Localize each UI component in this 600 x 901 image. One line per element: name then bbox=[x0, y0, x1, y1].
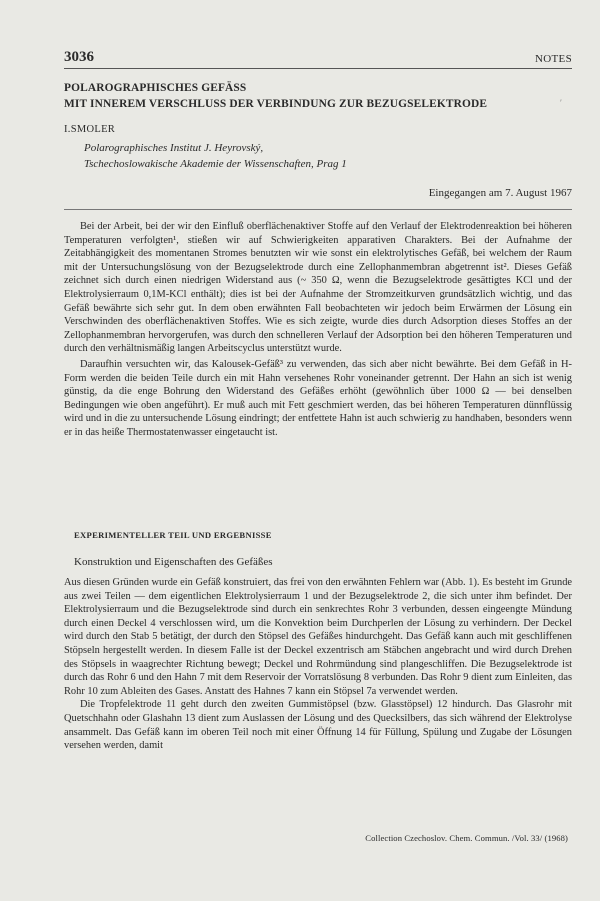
introduction bbox=[64, 220, 572, 442]
received-date: Eingegangen am 7. August 1967 bbox=[428, 187, 572, 199]
experimental-paragraph-2: Die Tropfelektrode 11 geht durch den zweiten Gummistöpsel (bzw. Glasstöpsel) 12 hindurch. Das Glasrohr mit Quetschhahn oder Glashahn 13 dient zum Auslassen der Lösung und des Quecksilbers, das sich während der Elektrolyse ansammelt. Das Gefäß kann im oberen Teil noch mit einer Öffnung 14 für Füllung, Spülung und Zugabe der Lösungen versehen werden, damit bbox=[64, 699, 572, 752]
experimental-text bbox=[64, 576, 572, 753]
article-title bbox=[64, 80, 572, 112]
author-name: I.SMOLER bbox=[64, 124, 116, 135]
affiliation-line-1: Polarographisches Institut J. Heyrovský, bbox=[84, 142, 264, 154]
affiliation bbox=[84, 140, 347, 172]
experimental-paragraph-1: Aus diesen Gründen wurde ein Gefäß konstruiert, das frei von den erwähnten Fehlern war (Abb. 1). Es besteht im Grunde aus zwei Teilen — dem eigentlichen Elektrolysierraum 1 und der Bezugselektrode 2, die sich unter ihm befindet. Der Elektrolysierraum und die Bezugselektrode sind durch ein senkrechtes Rohr 3 verbunden, dessen eingeengte Mündung durch einen Deckel 4 verschlossen wird, um die Konvektion beim Durchperlen der Lösung zu verhindern. Der Deckel wird durch den Stab 5 betätigt, der durch den Stöpsel des Gefäßes hindurchgeht. Das Gefäß kann auch mit geschliffenen Stöpseln hergestellt werden. In diesem Falle ist der Deckel exzentrisch am Stäbchen angebracht und wird durch Drehen des Stöpsels in waagrechter Richtung bewegt; Deckel und Rohrmündung sind plangeschliffen. Die Bezugselektrode ist durch das Rohr 6 und den Hahn 7 mit dem Reservoir der Vorratslösung 8 verbunden. Das Rohr 9 dient zum Einleiten, das Rohr 10 zum Ableiten des Gases. Anstatt des Hahnes 7 kann ein Stöpsel 7a verwendet werden. bbox=[64, 577, 572, 697]
journal-citation: Collection Czechoslov. Chem. Commun. /Vol. 33/ (1968) bbox=[365, 833, 568, 843]
abstract-rule bbox=[64, 209, 572, 210]
running-header bbox=[64, 46, 572, 68]
intro-paragraph-1: Bei der Arbeit, bei der wir den Einfluß oberflächenaktiver Stoffe auf den Verlauf der Elektrodenreaktion bei höheren Temperaturen verfolgten¹, stießen wir auf Schwierigkeiten apparativen Charakters. Bei der Aufnahme der Zeitabhängigkeit des momentanen Stromes benutzten wir wie sonst ein elektrolytisches Gefäß, bei welchem der Raum mit der Untersuchungslösung von der Bezugselektrode durch eine Zellophanmembran abgetrennt ist². Dieses Gefäß zeichnet sich durch einen niedrigen Widerstand aus (~ 350 Ω, wenn die Bezugselektrode gesättigtes KCl und der Elektrolysierraum 0,1M-KCl enthält); dies ist bei der Aufnahme der Stromzeitkurven grundsätzlich wichtig, und das Gefäß bewährte sich sehr gut. In dem oben erwähnten Fall beobachteten wir jedoch beim Erwärmen der Lösung ein Verschwinden des oberflächenaktiven Stoffes. Wie es sich zeigte, wurde dies durch Adsorption dieses Stoffes an der Zellophanmembran hervorgerufen, was durch den schnelleren Verlauf der Adsorption bei den höheren Temperaturen und durch den verhältnismäßig langen Arbeitscyclus unterstützt wurde. bbox=[64, 221, 572, 355]
header-rule bbox=[64, 68, 572, 69]
page-number: 3036 bbox=[64, 49, 94, 65]
affiliation-line-2: Tschechoslowakische Akademie der Wissenschaften, Prag 1 bbox=[84, 158, 347, 170]
section-heading: EXPERIMENTELLER TEIL UND ERGEBNISSE bbox=[74, 530, 272, 540]
print-mark: ′ bbox=[560, 98, 562, 108]
intro-paragraph-2: Daraufhin versuchten wir, das Kalousek-Gefäß³ zu verwenden, das sich aber nicht bewährte. Bei dem Gefäß in H-Form werden die beiden Teile durch ein mit Hahn versehenes Rohr voneinander getrennt. Der Hahn an sich ist wenig günstig, da die enge Bohrung den Widerstand des Gefäßes erhöht (gewöhnlich über 1000 Ω — bei denselben Bedingungen wie oben angeführt). Er muß auch mit Fett geschmiert werden, das bei höheren Temperaturen dünnflüssig wird und in die zu untersuchende Lösung eindringt; der entfettete Hahn ist auch schwierig zu handhaben, besonders wenn er in das heiße Thermostatenwasser eingetaucht ist. bbox=[64, 358, 572, 438]
section-label: NOTES bbox=[535, 53, 572, 65]
title-line-2: MIT INNEREM VERSCHLUSS DER VERBINDUNG ZUR BEZUGSELEKTRODE bbox=[64, 98, 488, 110]
title-line-1: POLAROGRAPHISCHES GEFÄSS bbox=[64, 82, 247, 94]
subsection-heading: Konstruktion und Eigenschaften des Gefäßes bbox=[74, 556, 273, 568]
